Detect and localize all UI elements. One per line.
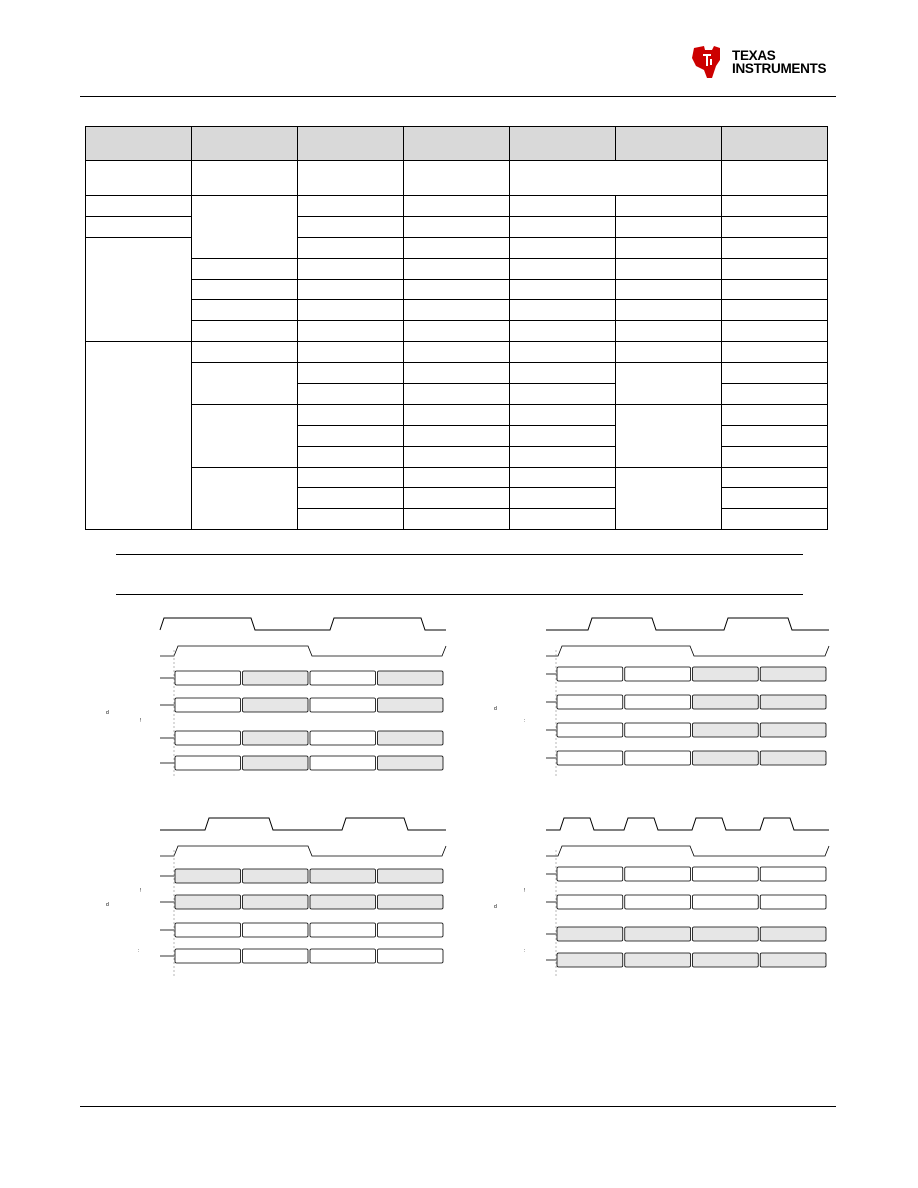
table-cell <box>192 321 298 342</box>
timing-waveform-svg <box>100 810 450 980</box>
timing-diagram-4 <box>488 810 833 980</box>
table-cell <box>404 384 510 405</box>
bus-data-cell <box>378 923 444 937</box>
enable-waveform <box>160 846 446 856</box>
bus-data-cell <box>625 867 691 881</box>
table-cell <box>298 404 404 425</box>
bus-data-cell <box>310 671 376 685</box>
table-cell <box>192 342 298 363</box>
table-header-cell <box>404 127 510 161</box>
table-cell <box>722 258 828 279</box>
signal-margin-label: : <box>524 948 526 954</box>
bus-data-cell <box>760 695 826 709</box>
bus-data-cell <box>760 723 826 737</box>
bus-data-cell <box>243 869 309 883</box>
table-cell <box>86 342 192 530</box>
table-header-cell <box>616 127 722 161</box>
table-cell <box>298 279 404 300</box>
table-cell <box>404 196 510 217</box>
bus-data-cell <box>310 869 376 883</box>
table-cell <box>722 384 828 405</box>
bus-data-cell <box>557 867 623 881</box>
bus-data-cell <box>693 895 759 909</box>
bus-data-cell <box>310 698 376 712</box>
signal-margin-label: ! <box>140 888 142 894</box>
table-cell <box>722 488 828 509</box>
table-cell <box>722 196 828 217</box>
table-cell <box>298 342 404 363</box>
table-cell <box>404 237 510 258</box>
table-cell <box>616 300 722 321</box>
table-cell <box>404 446 510 467</box>
bus-data-cell <box>760 895 826 909</box>
table-cell <box>404 404 510 425</box>
table-row <box>86 161 828 196</box>
table-cell <box>510 321 616 342</box>
table-header-cell <box>298 127 404 161</box>
table-cell <box>616 258 722 279</box>
table-cell <box>192 161 298 196</box>
bus-data-cell <box>378 756 444 770</box>
table-cell <box>510 425 616 446</box>
table-cell <box>510 216 616 237</box>
table-header-cell <box>86 127 192 161</box>
table-row <box>86 258 828 279</box>
table-cell <box>404 342 510 363</box>
bus-data-cell <box>693 667 759 681</box>
table-cell <box>510 342 616 363</box>
bus-data-cell <box>625 953 691 967</box>
bus-data-cell <box>760 953 826 967</box>
table-cell <box>510 258 616 279</box>
table-cell <box>298 425 404 446</box>
table-cell <box>298 161 404 196</box>
bus-data-cell <box>378 949 444 963</box>
table-cell <box>298 446 404 467</box>
table-cell <box>722 300 828 321</box>
table-cell <box>722 509 828 530</box>
bus-data-cell <box>760 751 826 765</box>
signal-margin-label: d <box>494 904 497 910</box>
timing-diagram-3 <box>100 810 450 980</box>
note-rule-bottom <box>116 594 803 595</box>
timing-waveform-svg <box>488 610 833 780</box>
timing-diagram-1 <box>100 610 450 780</box>
table-cell <box>510 300 616 321</box>
table-row <box>86 300 828 321</box>
bus-data-cell <box>175 731 241 745</box>
table-cell <box>510 446 616 467</box>
bus-data-cell <box>625 667 691 681</box>
spec-table <box>85 126 828 530</box>
bus-data-cell <box>557 695 623 709</box>
table-cell <box>404 363 510 384</box>
bus-data-cell <box>175 895 241 909</box>
bus-data-cell <box>175 949 241 963</box>
ti-logo-icon <box>690 44 724 80</box>
table-cell <box>616 216 722 237</box>
table-cell <box>192 467 298 530</box>
signal-margin-label: d <box>106 902 109 908</box>
table-header-row <box>86 127 828 161</box>
table-cell <box>404 258 510 279</box>
table-header-cell <box>192 127 298 161</box>
bus-data-cell <box>310 756 376 770</box>
table-cell <box>722 161 828 196</box>
bus-data-cell <box>557 895 623 909</box>
table-cell <box>510 279 616 300</box>
bus-data-cell <box>693 695 759 709</box>
bus-data-cell <box>243 698 309 712</box>
table-cell <box>722 237 828 258</box>
bus-data-cell <box>557 751 623 765</box>
table-cell <box>722 425 828 446</box>
table-cell <box>192 196 298 259</box>
table-cell <box>404 488 510 509</box>
signal-margin-label: ! <box>140 718 142 724</box>
table-cell <box>510 488 616 509</box>
table-cell <box>616 196 722 217</box>
table-cell <box>192 300 298 321</box>
table-cell <box>510 404 616 425</box>
enable-waveform <box>546 846 829 856</box>
bus-data-cell <box>175 923 241 937</box>
table-cell <box>404 509 510 530</box>
table-cell <box>510 384 616 405</box>
table-cell <box>510 161 722 196</box>
signal-margin-label: d <box>106 710 109 716</box>
table-cell <box>298 300 404 321</box>
table-cell <box>298 509 404 530</box>
table-row <box>86 279 828 300</box>
table-cell <box>510 237 616 258</box>
bus-data-cell <box>625 723 691 737</box>
table-cell <box>616 342 722 363</box>
ti-logo <box>690 44 840 82</box>
bus-data-cell <box>693 751 759 765</box>
table-cell <box>404 161 510 196</box>
bus-data-cell <box>378 895 444 909</box>
timing-diagram-2 <box>488 610 833 780</box>
table-cell <box>722 342 828 363</box>
bus-data-cell <box>378 698 444 712</box>
clock-waveform <box>160 618 446 630</box>
table-cell <box>192 404 298 467</box>
table-cell <box>86 216 192 237</box>
table-row <box>86 404 828 425</box>
bus-data-cell <box>693 953 759 967</box>
table-cell <box>722 279 828 300</box>
table-cell <box>510 509 616 530</box>
bus-data-cell <box>175 698 241 712</box>
table-cell <box>722 404 828 425</box>
note-rule-top <box>116 554 803 555</box>
table-row <box>86 467 828 488</box>
table-cell <box>404 467 510 488</box>
bus-data-cell <box>378 671 444 685</box>
table-cell <box>722 467 828 488</box>
bus-data-cell <box>693 723 759 737</box>
bus-data-cell <box>175 869 241 883</box>
bus-data-cell <box>760 867 826 881</box>
bus-data-cell <box>310 949 376 963</box>
table-cell <box>404 279 510 300</box>
table-cell <box>722 363 828 384</box>
table-cell <box>616 279 722 300</box>
signal-margin-label: : <box>524 718 526 724</box>
bus-data-cell <box>243 756 309 770</box>
table-cell <box>616 237 722 258</box>
table-cell <box>404 300 510 321</box>
table-row <box>86 363 828 384</box>
bus-data-cell <box>175 671 241 685</box>
table-cell <box>616 404 722 467</box>
table-cell <box>722 446 828 467</box>
signal-margin-label: d <box>494 706 497 712</box>
brand-name-line2: INSTRUMENTS <box>732 61 827 76</box>
footer-rule <box>80 1106 836 1107</box>
table-cell <box>722 216 828 237</box>
bus-data-cell <box>310 731 376 745</box>
clock-waveform <box>546 818 829 830</box>
clock-waveform <box>546 618 829 630</box>
table-cell <box>404 425 510 446</box>
bus-data-cell <box>625 895 691 909</box>
bus-data-cell <box>175 756 241 770</box>
table-cell <box>86 196 192 217</box>
table-cell <box>616 321 722 342</box>
signal-margin-label: : <box>138 948 140 954</box>
table-row <box>86 321 828 342</box>
table-cell <box>298 216 404 237</box>
enable-waveform <box>160 646 446 656</box>
table-cell <box>298 363 404 384</box>
bus-data-cell <box>625 927 691 941</box>
table-cell <box>298 321 404 342</box>
table-cell <box>404 216 510 237</box>
table-cell <box>298 384 404 405</box>
timing-waveform-svg <box>488 810 833 980</box>
bus-data-cell <box>760 667 826 681</box>
header-rule <box>80 96 836 97</box>
table-header-cell <box>722 127 828 161</box>
table-cell <box>298 258 404 279</box>
table-cell <box>616 363 722 405</box>
table-cell <box>86 161 192 196</box>
bus-data-cell <box>557 723 623 737</box>
table-cell <box>298 237 404 258</box>
bus-data-cell <box>625 695 691 709</box>
table-cell <box>510 196 616 217</box>
bus-data-cell <box>243 671 309 685</box>
table-cell <box>86 237 192 341</box>
table-cell <box>192 279 298 300</box>
table-cell <box>298 196 404 217</box>
table-cell <box>510 467 616 488</box>
table-cell <box>192 363 298 405</box>
clock-waveform <box>160 818 446 830</box>
bus-data-cell <box>378 731 444 745</box>
bus-data-cell <box>310 895 376 909</box>
bus-data-cell <box>243 949 309 963</box>
table-row <box>86 342 828 363</box>
bus-data-cell <box>557 927 623 941</box>
bus-data-cell <box>243 923 309 937</box>
bus-data-cell <box>625 751 691 765</box>
brand-name-line1: TEXAS <box>732 48 776 63</box>
bus-data-cell <box>693 927 759 941</box>
bus-data-cell <box>243 895 309 909</box>
table-cell <box>298 467 404 488</box>
table-cell <box>510 363 616 384</box>
timing-waveform-svg <box>100 610 450 780</box>
signal-margin-label: ! <box>524 888 526 894</box>
enable-waveform <box>546 646 829 656</box>
bus-data-cell <box>378 869 444 883</box>
table-header-cell <box>510 127 616 161</box>
table-cell <box>298 488 404 509</box>
bus-data-cell <box>693 867 759 881</box>
bus-data-cell <box>243 731 309 745</box>
table-cell <box>616 467 722 530</box>
table-cell <box>722 321 828 342</box>
bus-data-cell <box>760 927 826 941</box>
bus-data-cell <box>557 667 623 681</box>
table-cell <box>404 321 510 342</box>
table-row <box>86 196 828 217</box>
bus-data-cell <box>310 923 376 937</box>
bus-data-cell <box>557 953 623 967</box>
table-cell <box>192 258 298 279</box>
